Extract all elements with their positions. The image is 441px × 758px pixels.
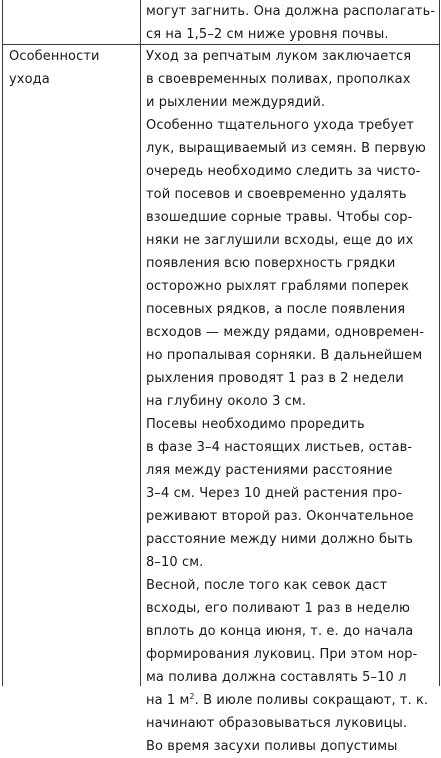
label-line: Особенности	[9, 49, 100, 64]
square-meter-suffix: . В июле поливы сокращают, т. к.	[194, 693, 429, 708]
text-line: ся на 1,5–2 см ниже уровня почвы.	[146, 27, 389, 42]
text-line: осторожно рыхлят граблями поперек	[146, 279, 410, 294]
text-line: той посевов и своевременно удалять	[146, 187, 407, 202]
square-meter-prefix: на 1 м	[146, 693, 190, 708]
text-line: но пропалывая сорняки. В дальнейшем	[146, 348, 423, 363]
text-line: Посевы необходимо проредить	[146, 417, 365, 432]
table-left-border	[2, 0, 3, 686]
text-line: могут загнить. Она должна располагать-	[146, 4, 436, 19]
text-line: в своевременных поливах, прополках	[146, 72, 411, 87]
text-line: всходы, его поливают 1 раз в неделю	[146, 601, 411, 616]
text-line: формирования луковиц. При этом нор-	[146, 647, 418, 662]
previous-row-text-cell	[146, 0, 436, 46]
text-line: Особенно тщательного ухода требует	[146, 118, 415, 133]
table-column-divider	[140, 0, 141, 686]
text-line: посевных рядков, а после появления	[146, 302, 406, 317]
text-line: Уход за репчатым луком заключается	[146, 49, 412, 64]
text-line: 3–4 см. Через 10 дней растения про-	[146, 486, 403, 501]
text-line: 8–10 см.	[146, 555, 204, 570]
text-line-square-meter	[146, 689, 436, 712]
label-line: ухода	[9, 72, 50, 87]
text-line: взошедшие сорные травы. Чтобы сор-	[146, 210, 413, 225]
text-line: начинают образовываться луковицы.	[146, 716, 408, 731]
text-line: расстояние между ними должно быть	[146, 532, 413, 547]
text-line: очередь необходимо следить за чисто-	[146, 164, 421, 179]
text-line: и рыхлении междурядий.	[146, 95, 326, 110]
text-line: рыхления проводят 1 раз в 2 недели	[146, 371, 404, 386]
text-line: няки не заглушили всходы, еще до их	[146, 233, 414, 248]
text-line: лук, выращиваемый из семян. В первую	[146, 141, 426, 156]
care-row-label-cell	[9, 45, 137, 91]
text-line: вплоть до конца июня, т. е. до начала	[146, 624, 414, 639]
care-row-text-cell	[146, 45, 436, 758]
text-line: ма полива должна составлять 5–10 л	[146, 670, 407, 685]
table-right-border	[439, 0, 440, 686]
text-line: в фазе 3–4 настоящих листьев, остав-	[146, 440, 413, 455]
square-superscript: 2	[189, 692, 195, 701]
text-line: Во время засухи поливы допустимы	[146, 739, 398, 754]
text-line: ляя между растениями расстояние	[146, 463, 393, 478]
text-line: всходов — между рядами, одновремен-	[146, 325, 425, 340]
text-line: появления всю поверхность грядки	[146, 256, 396, 271]
text-line: Весной, после того как севок даст	[146, 578, 388, 593]
text-line: на глубину около 3 см.	[146, 394, 307, 409]
text-line: реживают второй раз. Окончательное	[146, 509, 414, 524]
